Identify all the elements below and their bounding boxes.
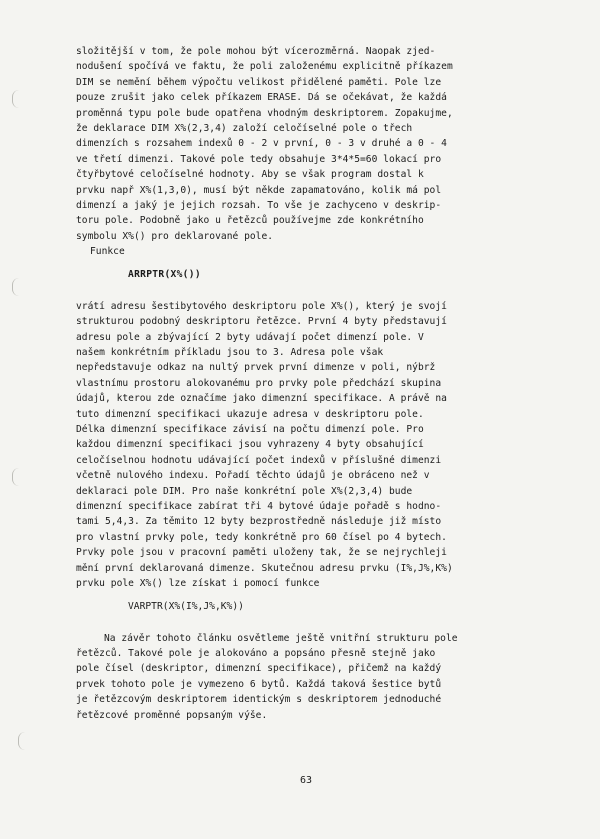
text-line: symbolu X%() pro deklarované pole.: [76, 230, 274, 242]
function-varptr: VARPTR(X%(I%,J%,K%)): [128, 601, 244, 613]
text-line: řetězcové proměnné popsaným výše.: [76, 709, 268, 721]
body-text: [76, 44, 544, 723]
text-line: strukturou podobný deskriptoru řetězce. První 4 byty představují: [76, 316, 447, 328]
text-line: celočíselnou hodnotu udávající počet indexů v příslušné dimenzi: [76, 454, 442, 466]
text-line: toru pole. Podobně jako u řetězců používejme zde konkrétního: [76, 215, 424, 227]
punch-hole-mark: [18, 732, 25, 750]
text-line: deklaraci pole DIM. Pro naše konkrétní pole X%(2,3,4) bude: [76, 485, 413, 497]
text-line: nodušení spočívá ve faktu, že poli založenému explicitně příkazem: [76, 61, 453, 73]
punch-hole-mark: [12, 468, 19, 486]
text-line: vrátí adresu šestibytového deskriptoru pole X%(), který je svojí: [76, 300, 447, 312]
function-heading-arrptr: ARRPTR(X%()): [128, 269, 201, 281]
punch-hole-mark: [12, 90, 19, 108]
text-line: adresu pole a zbývající 2 byty udávají počet dimenzí pole. V: [76, 331, 424, 343]
text-line: tuto dimenzní specifikaci ukazuje adresa v deskriptoru pole.: [76, 408, 424, 420]
text-line: dimenzích s rozsahem indexů 0 - 2 v první, 0 - 3 v druhé a 0 - 4: [76, 138, 447, 150]
text-line: vlastnímu prostoru alokovanému pro prvky pole předchází skupina: [76, 377, 442, 389]
text-line: pouze zrušit jako celek příkazem ERASE. Dá se očekávat, že každá: [76, 92, 447, 104]
text-line: DIM se nemění během výpočtu velikost přidělené paměti. Pole lze: [76, 76, 442, 88]
text-line: prvku pole X%() lze získat i pomocí funkce: [76, 577, 320, 589]
text-line: řetězců. Takové pole je alokováno a popsáno přesně stejně jako: [76, 648, 436, 660]
punch-hole-mark: [12, 278, 19, 296]
text-line: každou dimenzní specifikaci jsou vyhrazeny 4 byty obsahující: [76, 439, 424, 451]
text-line: Prvky pole jsou v pracovní paměti uloženy tak, že se nejrychleji: [76, 547, 447, 559]
paragraph-1: [76, 44, 544, 244]
text-line: je řetězcovým deskriptorem identickým s deskriptorem jednoduché: [76, 694, 442, 706]
text-line: pro vlastní prvky pole, tedy konkrétně pro 60 čísel po 4 bytech.: [76, 531, 447, 543]
spacer: [76, 259, 544, 267]
paragraph-2: [76, 299, 544, 591]
text-line: Délka dimenzní specifikace závisí na počtu dimenzí pole. Pro: [76, 423, 424, 435]
text-line: čtyřbytové celočíselné hodnoty. Aby se však program dostal k: [76, 169, 424, 181]
text-line: včetně nulového indexu. Pořadí těchto údajů je obráceno než v: [76, 470, 430, 482]
text-line: dimenzí a jaký je jejich rozsah. To vše je zachyceno v deskrip-: [76, 199, 442, 211]
text-line: nepředstavuje odkaz na nultý prvek první dimenze v poli, nýbrž: [76, 362, 436, 374]
text-line: mění první deklarovaná dimenze. Skutečnou adresu prvku (I%,J%,K%): [76, 562, 453, 574]
spacer: [76, 591, 544, 599]
page-number: 63: [300, 775, 313, 786]
text-line: ve třetí dimenzi. Takové pole tedy obsahuje 3*4*5=60 lokací pro: [76, 153, 442, 165]
paragraph-3: [76, 631, 544, 723]
spacer: [76, 615, 544, 631]
text-line: našem konkrétním příkladu jsou to 3. Adresa pole však: [76, 347, 384, 359]
text-line: pole čísel (deskriptor, dimenzní specifikace), přičemž na každý: [76, 663, 442, 675]
funkce-label: Funkce: [90, 246, 125, 258]
text-line: údajů, kterou zde označíme jako dimenzní specifikace. A právě na: [76, 393, 447, 405]
text-line: složitější v tom, že pole mohou být vícerozměrná. Naopak zjed-: [76, 46, 436, 57]
text-line: proměnná typu pole bude opatřena vhodným deskriptorem. Zopakujme,: [76, 107, 453, 119]
text-line: Na závěr tohoto článku osvětleme ještě vnitřní strukturu pole: [104, 632, 458, 644]
spacer: [76, 283, 544, 299]
text-line: prvek tohoto pole je vymezeno 6 bytů. Každá taková šestice bytů: [76, 678, 442, 690]
text-line: tami 5,4,3. Za těmito 12 byty bezprostředně následuje již místo: [76, 516, 442, 528]
text-line: prvku např X%(1,3,0), musí být někde zapamatováno, kolik má pol: [76, 184, 442, 196]
text-line: dimenzní specifikace zabírat tři 4 bytové údaje pořadě s hodno-: [76, 500, 442, 512]
text-line: že deklarace DIM X%(2,3,4) založí celočíselné pole o třech: [76, 122, 413, 134]
